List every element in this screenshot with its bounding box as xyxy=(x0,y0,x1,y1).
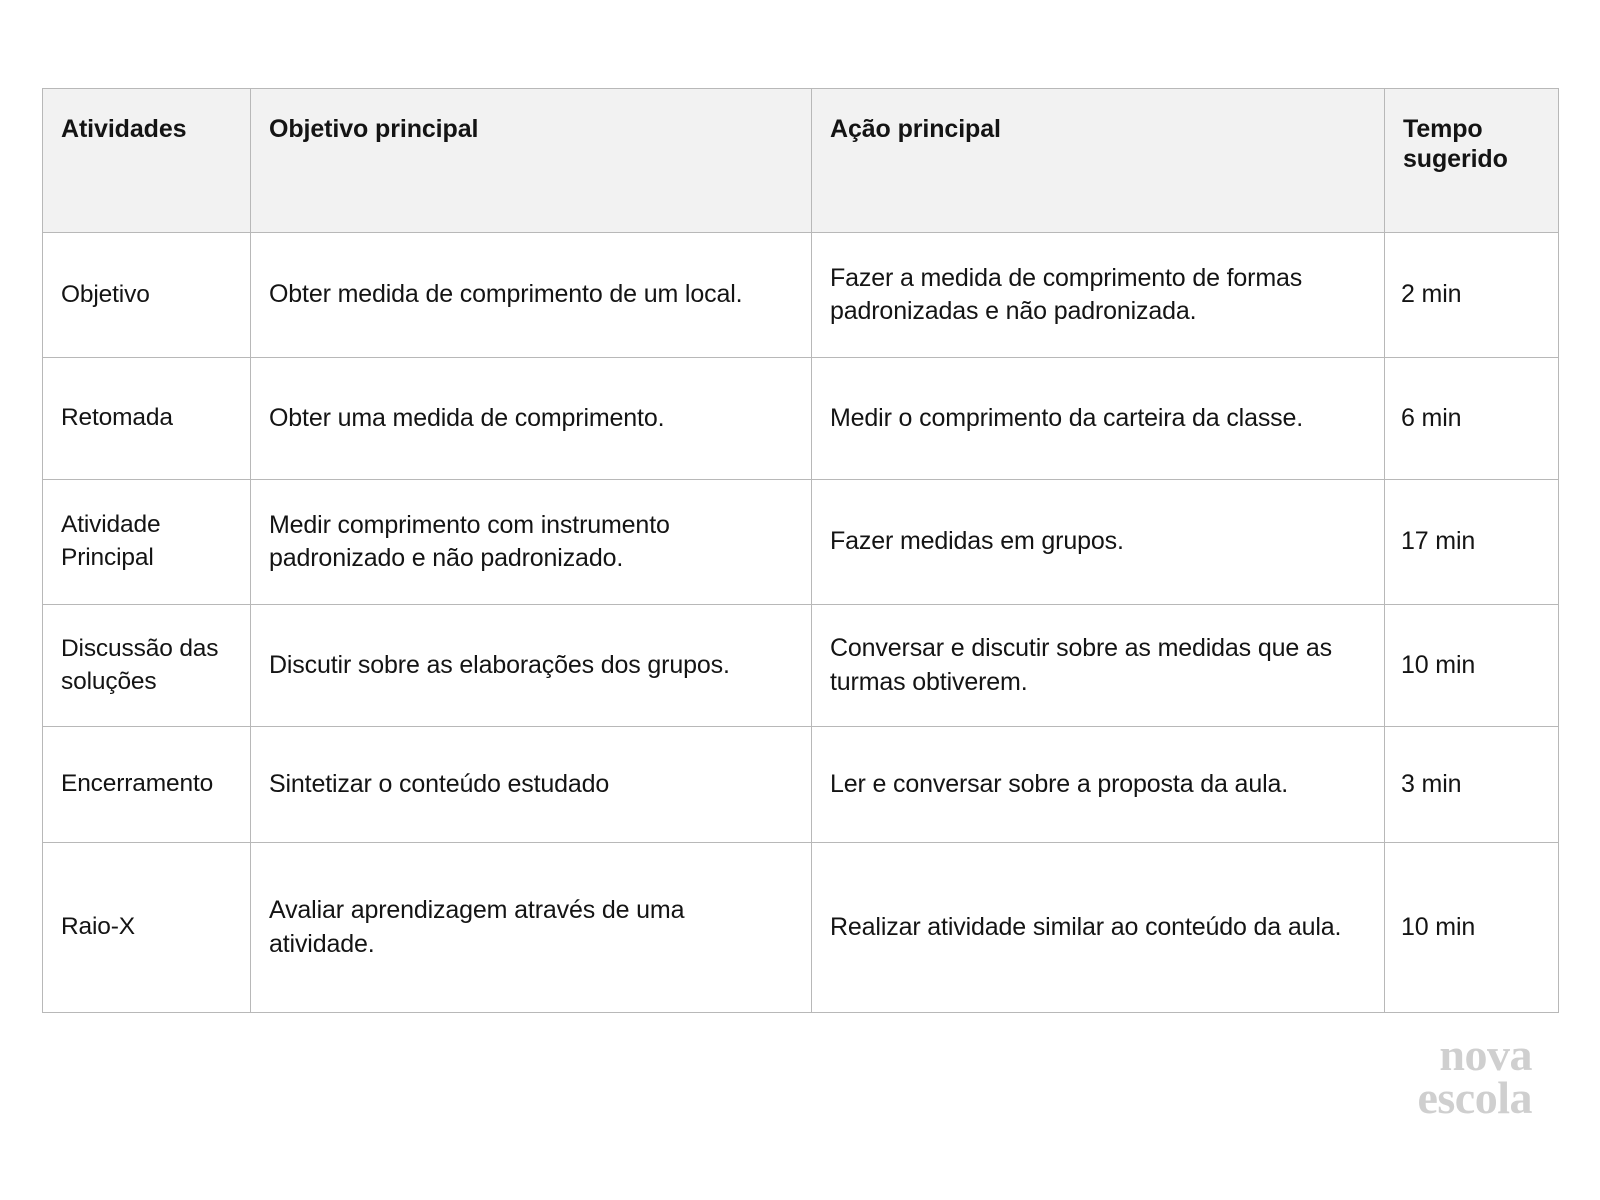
table-row xyxy=(43,843,1559,1013)
cell-action: Realizar atividade similar ao conteúdo da aula. xyxy=(812,843,1385,1013)
cell-objective: Medir comprimento com instrumento padronizado e não padronizado. xyxy=(251,480,812,605)
cell-action: Conversar e discutir sobre as medidas que as turmas obtiverem. xyxy=(812,605,1385,727)
column-header-atividades: Atividades xyxy=(43,89,251,233)
cell-activity: Retomada xyxy=(43,358,251,480)
cell-activity: Objetivo xyxy=(43,233,251,358)
cell-activity: Discussão das soluções xyxy=(43,605,251,727)
cell-objective: Discutir sobre as elaborações dos grupos. xyxy=(251,605,812,727)
cell-activity: Encerramento xyxy=(43,727,251,843)
logo-line-escola: escola xyxy=(1417,1072,1532,1124)
cell-objective: Obter medida de comprimento de um local. xyxy=(251,233,812,358)
cell-time: 17 min xyxy=(1385,480,1559,605)
table-body xyxy=(43,233,1559,1013)
cell-time: 6 min xyxy=(1385,358,1559,480)
table-row xyxy=(43,605,1559,727)
cell-time: 10 min xyxy=(1385,843,1559,1013)
table-header xyxy=(43,89,1559,233)
cell-action: Ler e conversar sobre a proposta da aula. xyxy=(812,727,1385,843)
logo-line-nova: nova xyxy=(1439,1029,1532,1081)
cell-activity: Raio-X xyxy=(43,843,251,1013)
cell-objective: Sintetizar o conteúdo estudado xyxy=(251,727,812,843)
cell-action: Medir o comprimento da carteira da classe. xyxy=(812,358,1385,480)
column-header-tempo-sugerido: Tempo sugerido xyxy=(1385,89,1559,233)
cell-objective: Obter uma medida de comprimento. xyxy=(251,358,812,480)
cell-activity: Atividade Principal xyxy=(43,480,251,605)
cell-action: Fazer medidas em grupos. xyxy=(812,480,1385,605)
column-header-acao-principal: Ação principal xyxy=(812,89,1385,233)
table-row xyxy=(43,480,1559,605)
cell-time: 3 min xyxy=(1385,727,1559,843)
table-row xyxy=(43,727,1559,843)
nova-escola-logo xyxy=(1417,1029,1532,1124)
column-header-objetivo-principal: Objetivo principal xyxy=(251,89,812,233)
table-row xyxy=(43,233,1559,358)
cell-time: 10 min xyxy=(1385,605,1559,727)
table-header-row xyxy=(43,89,1559,233)
table-row xyxy=(43,358,1559,480)
cell-time: 2 min xyxy=(1385,233,1559,358)
lesson-plan-table xyxy=(42,88,1559,1013)
cell-action: Fazer a medida de comprimento de formas padronizadas e não padronizada. xyxy=(812,233,1385,358)
cell-objective: Avaliar aprendizagem através de uma atividade. xyxy=(251,843,812,1013)
